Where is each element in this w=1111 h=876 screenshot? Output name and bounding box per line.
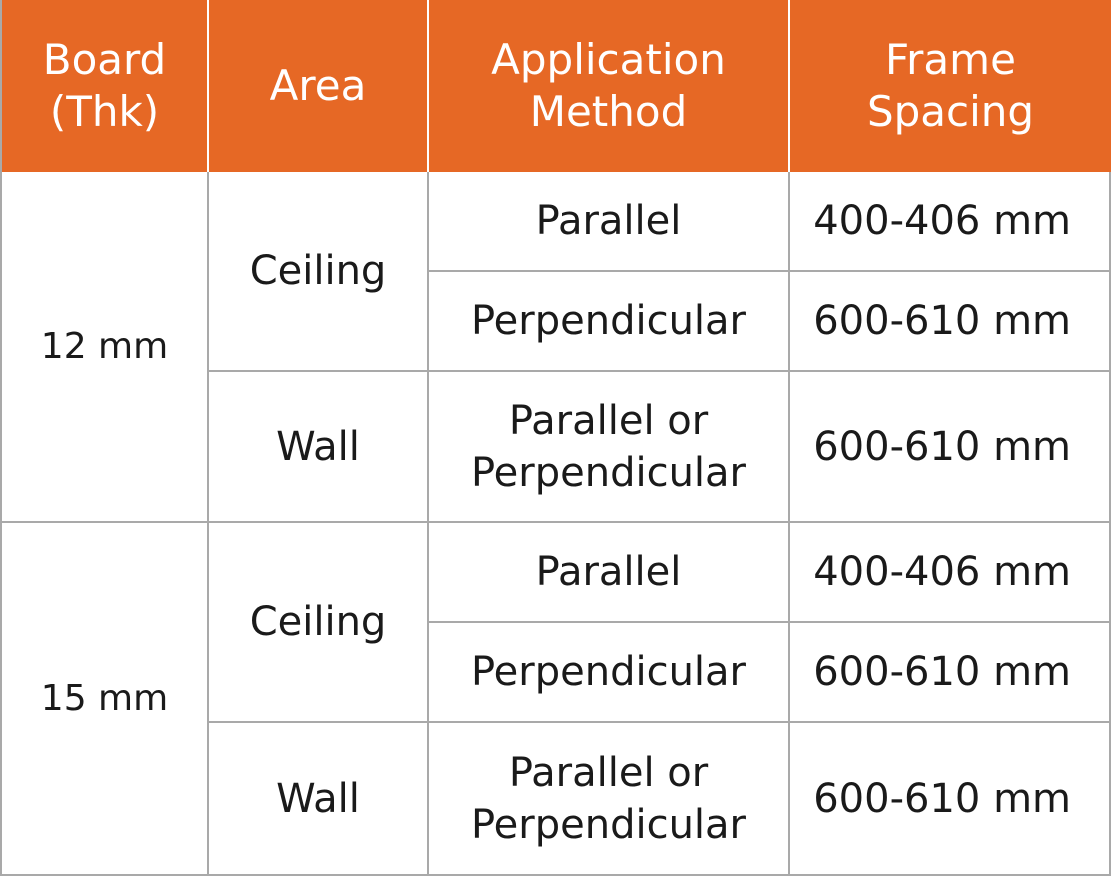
application-method-cell: Parallel — [429, 523, 790, 623]
header-board-thickness: Board (Thk) — [0, 0, 209, 172]
board-thickness-cell: 12 mm — [0, 172, 209, 523]
application-method-cell: Perpendicular — [429, 272, 790, 372]
header-frame-spacing: Frame Spacing — [790, 0, 1111, 172]
application-method-cell: Perpendicular — [429, 623, 790, 723]
frame-spacing-cell: 400-406 mm — [790, 172, 1111, 272]
area-cell: Ceiling — [209, 523, 429, 723]
header-application-method: Application Method — [429, 0, 790, 172]
application-method-cell: Parallel or Perpendicular — [429, 723, 790, 876]
area-cell: Wall — [209, 372, 429, 523]
application-method-cell: Parallel or Perpendicular — [429, 372, 790, 523]
frame-spacing-cell: 600-610 mm — [790, 272, 1111, 372]
frame-spacing-cell: 600-610 mm — [790, 623, 1111, 723]
application-method-cell: Parallel — [429, 172, 790, 272]
area-cell: Wall — [209, 723, 429, 876]
frame-spacing-cell: 400-406 mm — [790, 523, 1111, 623]
frame-spacing-cell: 600-610 mm — [790, 372, 1111, 523]
board-thickness-cell: 15 mm — [0, 523, 209, 876]
header-area: Area — [209, 0, 429, 172]
frame-spacing-cell: 600-610 mm — [790, 723, 1111, 876]
area-cell: Ceiling — [209, 172, 429, 372]
